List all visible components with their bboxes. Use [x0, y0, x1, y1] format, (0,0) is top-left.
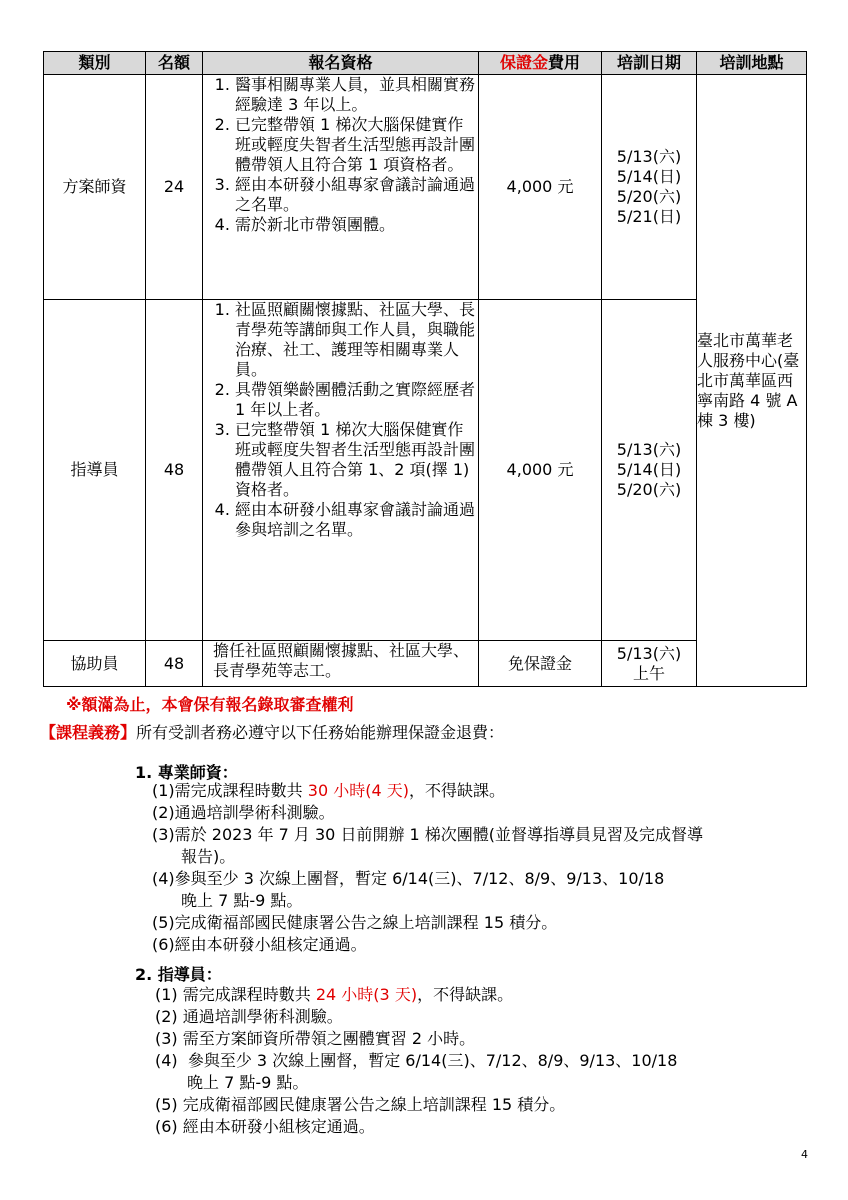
qualification-item: 4. 經由本研發小組專家會議討論通過參與培訓之名單。 [235, 500, 478, 540]
item-text: 參與至少 3 次線上團督，暫定 6/14(三)、7/12、8/9、9/13、10/18 [187, 1051, 678, 1070]
date-line: 5/14(日) [616, 167, 682, 186]
date-line: 5/21(日) [616, 207, 682, 226]
date-line: 5/14(日) [616, 460, 682, 479]
qualification-item: 2. 具帶領樂齡團體活動之實際經歷者 1 年以上者。 [235, 380, 478, 420]
item-number: (5) [152, 913, 175, 932]
qualification-item: 3. 經由本研發小組專家會議討論通過之名單。 [235, 175, 478, 215]
qualification-list [203, 75, 478, 235]
list-item [155, 1050, 677, 1094]
course-duty [40, 720, 504, 743]
row-dates [602, 300, 697, 641]
row-qualifications [203, 300, 479, 641]
item-number: (6) [155, 1117, 178, 1136]
row-qualifications [203, 75, 479, 300]
item-text: 經由本研發小組核定通過。 [182, 1117, 375, 1136]
item-text: 晚上 7 點-9 點。 [181, 891, 303, 910]
item-number: (4) [155, 1051, 178, 1070]
header-qualification: 報名資格 [203, 52, 479, 75]
section-items-professional [152, 780, 703, 956]
course-duty-tag: 【課程義務】 [40, 723, 137, 742]
course-duty-text: 所有受訓者務必遵守以下任務始能辦理保證金退費： [136, 723, 505, 742]
list-item [155, 1094, 677, 1116]
date-line: 5/13(六) [616, 643, 682, 663]
quota-note: ※額滿為止，本會保有報名錄取審查權利 [66, 695, 354, 714]
training-table [43, 51, 807, 687]
header-deposit-red: 保證金 [499, 53, 548, 72]
item-number: (1) [155, 985, 178, 1004]
item-number: (6) [152, 935, 175, 954]
item-text: 需至方案師資所帶領之團體實習 2 小時。 [182, 1029, 476, 1048]
item-text: 經由本研發小組核定通過。 [174, 935, 367, 954]
list-item [152, 868, 703, 912]
item-text: 晚上 7 點-9 點。 [187, 1073, 309, 1092]
date-line: 5/20(六) [616, 187, 682, 206]
row-category: 指導員 [44, 300, 146, 641]
row-dates [602, 641, 697, 687]
list-item [152, 934, 703, 956]
list-item [155, 984, 677, 1006]
date-line: 5/13(六) [616, 440, 682, 459]
qualification-list [203, 300, 478, 540]
date-line: 5/13(六) [616, 147, 682, 166]
item-text: ，不得缺課。 [408, 781, 505, 800]
qualification-item: 4. 需於新北市帶領團體。 [235, 215, 478, 235]
list-item [152, 802, 703, 824]
list-item [152, 912, 703, 934]
item-number: (4) [152, 869, 175, 888]
training-location: 臺北市萬華老人服務中心(臺北市萬華區西寧南路 4 號 A 棟 3 樓) [697, 75, 807, 687]
item-text: 參與至少 3 次線上團督，暫定 6/14(三)、7/12、8/9、9/13、10/18 [174, 869, 665, 888]
row-category: 方案師資 [44, 75, 146, 300]
list-item [155, 1116, 677, 1138]
row-qualifications: 擔任社區照顧關懷據點、社區大學、長青學苑等志工。 [203, 641, 479, 687]
qualification-item: 1. 醫事相關專業人員，並具相關實務經驗達 3 年以上。 [235, 75, 478, 115]
list-item [152, 780, 703, 802]
item-text: 完成衛福部國民健康署公告之線上培訓課程 15 積分。 [182, 1095, 566, 1114]
item-number: (3) [152, 825, 175, 844]
row-category: 協助員 [44, 641, 146, 687]
qualification-item: 3. 已完整帶領 1 梯次大腦保健實作班或輕度失智者生活型態再設計團體帶領人且符合第 1、2 項(擇 1)資格者。 [235, 420, 478, 500]
item-text: 需完成課程時數共 [174, 781, 308, 800]
qualification-item: 2. 已完整帶領 1 梯次大腦保健實作班或輕度失智者生活型態再設計團體帶領人且符合第 1 項資格者。 [235, 115, 478, 175]
list-item [155, 1028, 677, 1050]
item-number: (5) [155, 1095, 178, 1114]
item-highlight: 24 小時(3 天) [315, 985, 418, 1004]
table-row [44, 75, 807, 300]
section-title-professional: 1. 專業師資： [135, 763, 238, 782]
page-number: 4 [801, 1148, 808, 1161]
row-fee: 4,000 元 [479, 75, 602, 300]
header-deposit-rest: 費用 [548, 53, 581, 72]
row-fee: 免保證金 [479, 641, 602, 687]
row-fee: 4,000 元 [479, 300, 602, 641]
row-quota: 48 [146, 300, 203, 641]
item-text: 通過培訓學術科測驗。 [174, 803, 335, 822]
item-number: (2) [152, 803, 175, 822]
row-quota: 48 [146, 641, 203, 687]
item-number: (3) [155, 1029, 178, 1048]
item-text: 完成衛福部國民健康署公告之線上培訓課程 15 積分。 [174, 913, 558, 932]
item-text: 需完成課程時數共 [182, 985, 316, 1004]
header-dates: 培訓日期 [602, 52, 697, 75]
item-text: 通過培訓學術科測驗。 [182, 1007, 343, 1026]
header-location: 培訓地點 [697, 52, 807, 75]
list-item [152, 824, 703, 868]
header-deposit [479, 52, 602, 75]
row-quota: 24 [146, 75, 203, 300]
date-line: 5/20(六) [616, 480, 682, 499]
header-quota: 名額 [146, 52, 203, 75]
section-items-instructor [155, 984, 677, 1138]
item-highlight: 30 小時(4 天) [307, 781, 409, 800]
item-text: 報告)。 [181, 847, 236, 866]
date-line: 上午 [632, 663, 665, 683]
table-header-row [44, 52, 807, 75]
row-dates [602, 75, 697, 300]
item-text: ，不得缺課。 [417, 985, 514, 1004]
list-item [155, 1006, 677, 1028]
item-text: 需於 2023 年 7 月 30 日前開辦 1 梯次團體(並督導指導員見習及完成督導 [174, 825, 704, 844]
qualification-item: 1. 社區照顧關懷據點、社區大學、長青學苑等講師與工作人員，與職能治療、社工、護理等相關專業人員。 [235, 300, 478, 380]
header-category: 類別 [44, 52, 146, 75]
item-number: (2) [155, 1007, 178, 1026]
table-row [44, 641, 807, 687]
section-title-instructor: 2. 指導員： [135, 965, 222, 984]
item-number: (1) [152, 781, 175, 800]
table-row [44, 300, 807, 641]
